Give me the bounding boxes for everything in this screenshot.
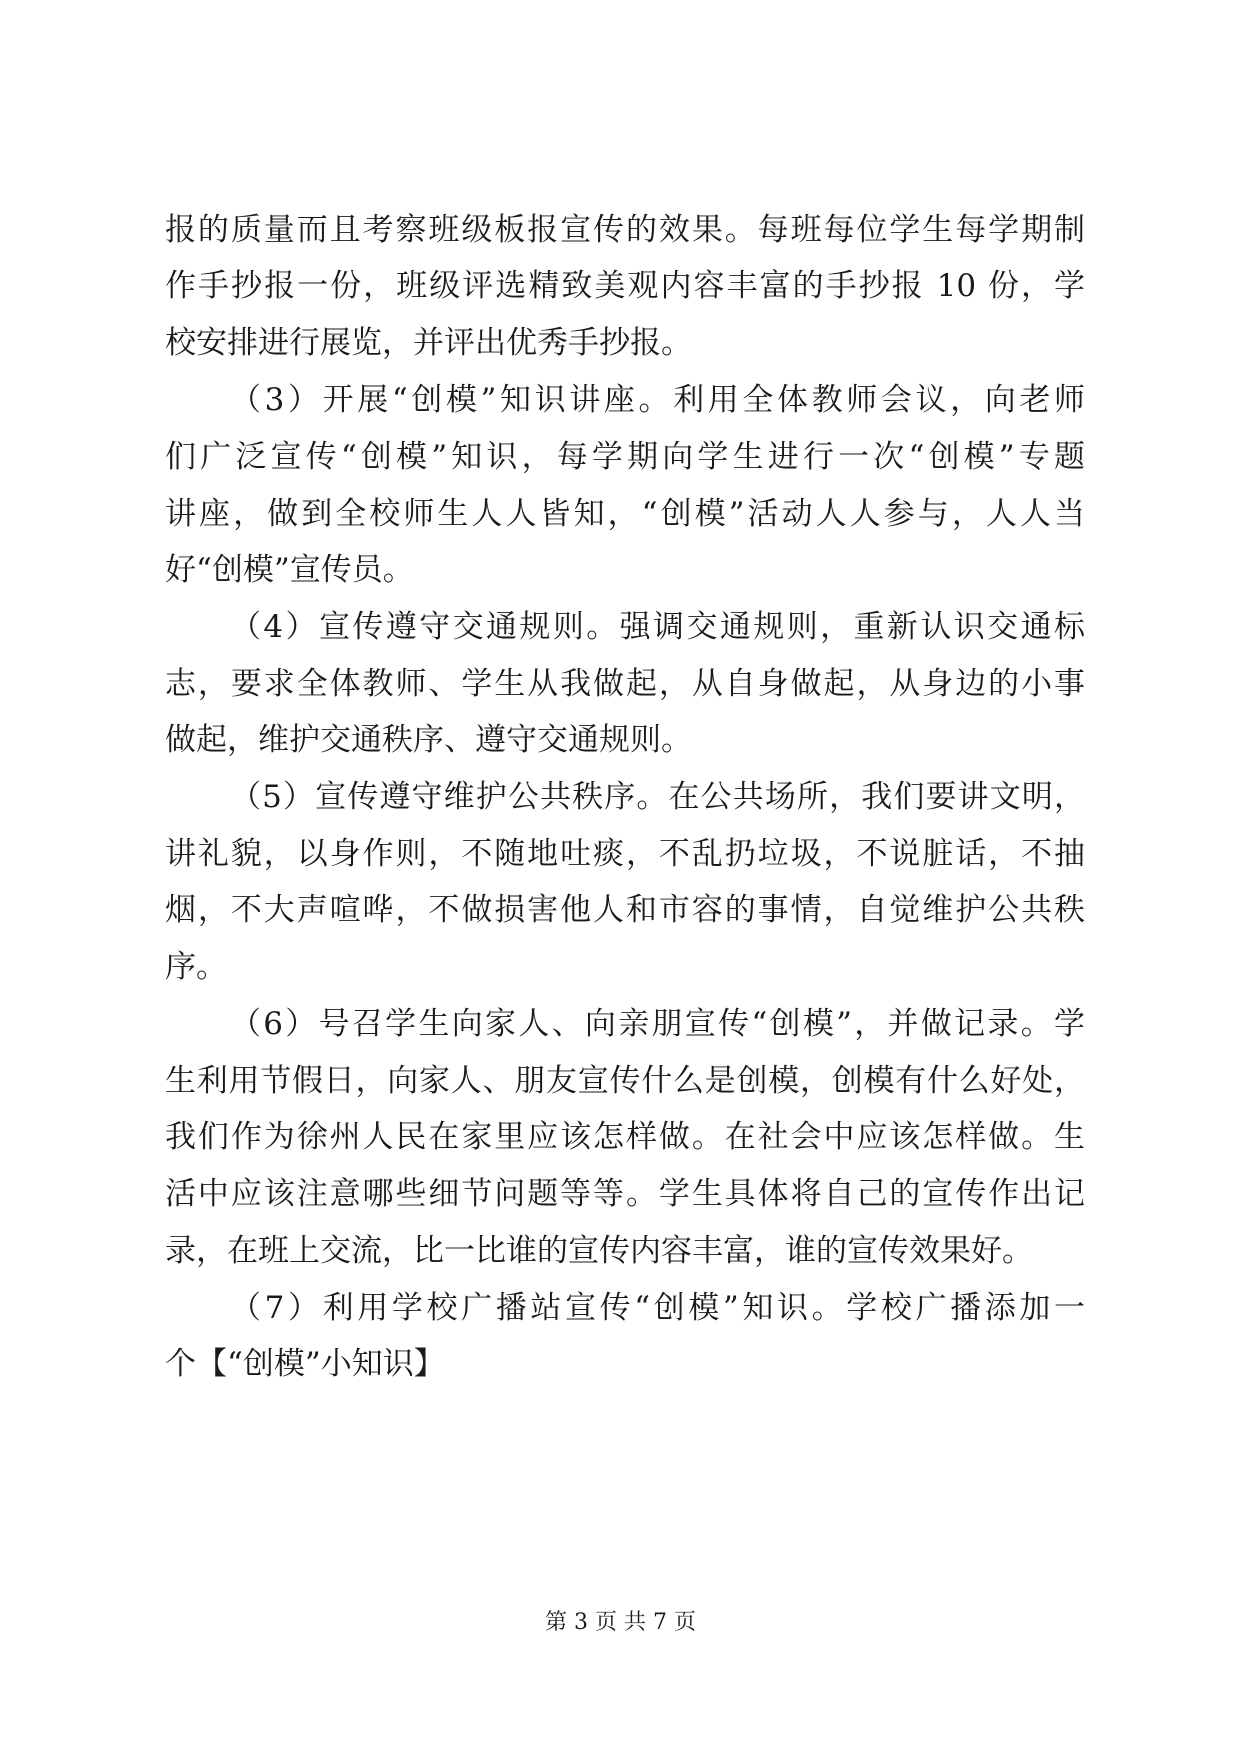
text-line: 录，在班上交流，比一比谁的宣传内容丰富，谁的宣传效果好。 <box>165 1233 1033 1269</box>
text-line: 讲座，做到全校师生人人皆知，“创模”活动人人参与，人人当 <box>165 496 1085 532</box>
text-line: 序。 <box>165 949 227 985</box>
text-line: 我们作为徐州人民在家里应该怎样做。在社会中应该怎样做。生 <box>165 1119 1085 1155</box>
text-line: 做起，维护交通秩序、遵守交通规则。 <box>165 722 692 758</box>
text-line: 报的质量而且考察班级板报宣传的效果。每班每位学生每学期制 <box>165 212 1085 248</box>
paragraph-first-line: （6）号召学生向家人、向亲朋宣传“创模”，并做记录。学 <box>230 1006 1085 1042</box>
text-line: 生利用节假日，向家人、朋友宣传什么是创模，创模有什么好处， <box>165 1063 1085 1099</box>
paragraph-first-line: （3）开展“创模”知识讲座。利用全体教师会议，向老师 <box>230 382 1085 418</box>
text-line: 讲礼貌，以身作则，不随地吐痰，不乱扔垃圾，不说脏话，不抽 <box>165 836 1085 872</box>
text-line: 作手抄报一份，班级评选精致美观内容丰富的手抄报 10 份，学 <box>165 268 1085 304</box>
page-footer: 第 3 页 共 7 页 <box>545 1610 696 1635</box>
paragraph-first-line: （4）宣传遵守交通规则。强调交通规则，重新认识交通标 <box>230 609 1085 645</box>
text-line: 烟，不大声喧哗，不做损害他人和市容的事情，自觉维护公共秩 <box>165 892 1085 928</box>
paragraph-first-line: （5）宣传遵守维护公共秩序。在公共场所，我们要讲文明， <box>230 779 1085 815</box>
text-line: 志，要求全体教师、学生从我做起，从自身做起，从身边的小事 <box>165 666 1085 702</box>
text-line: 活中应该注意哪些细节问题等等。学生具体将自己的宣传作出记 <box>165 1176 1085 1212</box>
text-line: 好“创模”宣传员。 <box>165 552 414 588</box>
text-line: 们广泛宣传“创模”知识，每学期向学生进行一次“创模”专题 <box>165 439 1085 475</box>
text-line: 校安排进行展览，并评出优秀手抄报。 <box>165 325 692 361</box>
paragraph-first-line: （7）利用学校广播站宣传“创模”知识。学校广播添加一 <box>230 1290 1085 1326</box>
text-line: 个【“创模”小知识】 <box>165 1346 445 1382</box>
